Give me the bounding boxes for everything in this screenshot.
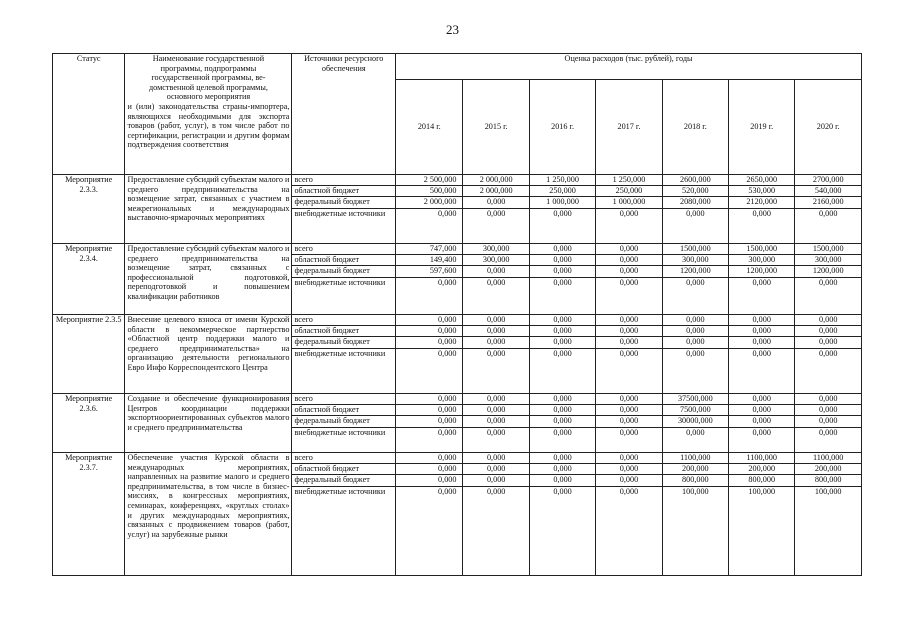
value: 0,000 bbox=[530, 475, 595, 486]
source-label: областной бюджет bbox=[292, 326, 395, 337]
value: 0,000 bbox=[438, 208, 457, 218]
source-label: всего bbox=[292, 315, 395, 326]
value: 597,600 bbox=[396, 266, 462, 277]
measure-name: Предоставление субсидий субъектам малого и среднего предпринимательства на возмещение затрат, связанных с участием в межрегиональных и международных выставочно-ярмарочных мероприятиях bbox=[125, 175, 292, 244]
value: 747,000 bbox=[396, 244, 462, 255]
value: 0,000 bbox=[686, 277, 705, 287]
value-cell bbox=[795, 394, 862, 453]
value: 0,000 bbox=[596, 416, 661, 427]
header-name-line: государственной программы, ве- bbox=[151, 73, 266, 83]
value: 0,000 bbox=[553, 208, 572, 218]
value: 0,000 bbox=[819, 277, 838, 287]
sources-cell bbox=[292, 453, 396, 576]
value: 0,000 bbox=[463, 416, 528, 427]
value: 0,000 bbox=[596, 394, 661, 405]
value: 0,000 bbox=[619, 486, 639, 496]
value: 2 000,000 bbox=[463, 186, 528, 197]
value: 1500,000 bbox=[729, 244, 794, 255]
value-cell bbox=[396, 453, 463, 576]
value: 2600,000 bbox=[663, 175, 728, 186]
value-cell bbox=[396, 394, 463, 453]
value: 0,000 bbox=[795, 337, 861, 348]
value: 0,000 bbox=[486, 277, 506, 287]
value: 0,000 bbox=[530, 326, 595, 337]
value: 0,000 bbox=[819, 208, 838, 218]
source-label: федеральный бюджет bbox=[292, 475, 395, 486]
value: 0,000 bbox=[530, 315, 595, 326]
measure-row bbox=[53, 453, 862, 576]
value: 800,000 bbox=[663, 475, 728, 486]
value: 0,000 bbox=[438, 277, 457, 287]
value: 0,000 bbox=[530, 416, 595, 427]
value: 0,000 bbox=[752, 348, 771, 358]
value: 7500,000 bbox=[663, 405, 728, 416]
value: 250,000 bbox=[530, 186, 595, 197]
measure-status: Мероприятие 2.3.7. bbox=[53, 453, 125, 576]
value-cell bbox=[529, 244, 595, 315]
value: 1500,000 bbox=[795, 244, 861, 255]
value: 250,000 bbox=[596, 186, 661, 197]
value: 2 000,000 bbox=[396, 197, 462, 208]
value-cell bbox=[596, 175, 662, 244]
value: 0,000 bbox=[729, 326, 794, 337]
value: 0,000 bbox=[438, 348, 457, 358]
value: 0,000 bbox=[752, 277, 771, 287]
measure-name: Предоставление субсидий субъектам малого и среднего предпринимательства на возмещение затрат, связанных с профессиональной подготовкой, переподготовкой и повышением квалификации работников bbox=[125, 244, 292, 315]
value: 0,000 bbox=[438, 427, 457, 437]
value: 1200,000 bbox=[729, 266, 794, 277]
value: 0,000 bbox=[795, 416, 861, 427]
source-label: внебюджетные источники bbox=[294, 277, 386, 287]
value: 0,000 bbox=[795, 405, 861, 416]
value: 0,000 bbox=[619, 208, 639, 218]
value: 0,000 bbox=[795, 394, 861, 405]
source-label: всего bbox=[292, 453, 395, 464]
header-name-line: Наименование государственной bbox=[152, 54, 265, 63]
value: 300,000 bbox=[663, 255, 728, 266]
value: 0,000 bbox=[596, 244, 661, 255]
value: 300,000 bbox=[729, 255, 794, 266]
value-cell bbox=[795, 175, 862, 244]
year-2019: 2019 г. bbox=[729, 79, 795, 174]
measure-row bbox=[53, 175, 862, 244]
header-estimate: Оценка расходов (тыс. рублей), годы bbox=[396, 54, 862, 80]
budget-table bbox=[52, 53, 862, 576]
value-cell bbox=[596, 315, 662, 394]
value: 0,000 bbox=[596, 337, 661, 348]
value: 800,000 bbox=[795, 475, 861, 486]
value: 530,000 bbox=[729, 186, 794, 197]
value-cell bbox=[729, 394, 795, 453]
value: 0,000 bbox=[463, 464, 528, 475]
value: 1100,000 bbox=[795, 453, 861, 464]
header-row bbox=[53, 54, 862, 80]
value: 0,000 bbox=[530, 405, 595, 416]
value: 0,000 bbox=[396, 315, 462, 326]
value: 1 250,000 bbox=[596, 175, 661, 186]
value: 0,000 bbox=[396, 464, 462, 475]
value: 0,000 bbox=[396, 475, 462, 486]
value: 0,000 bbox=[663, 337, 728, 348]
value-cell bbox=[662, 315, 728, 394]
value: 37500,000 bbox=[663, 394, 728, 405]
value: 1100,000 bbox=[729, 453, 794, 464]
value: 0,000 bbox=[463, 475, 528, 486]
measure-status: Мероприятие 2.3.6. bbox=[53, 394, 125, 453]
value: 1200,000 bbox=[795, 266, 861, 277]
source-label: всего bbox=[292, 394, 395, 405]
value: 0,000 bbox=[396, 326, 462, 337]
value: 0,000 bbox=[596, 315, 661, 326]
measure-row bbox=[53, 315, 862, 394]
value: 0,000 bbox=[729, 315, 794, 326]
value-cell bbox=[529, 394, 595, 453]
value-cell bbox=[529, 175, 595, 244]
value: 1500,000 bbox=[663, 244, 728, 255]
sources-cell bbox=[292, 244, 396, 315]
header-name-continuation: и (или) законодательства страны-импортера, являющихся необходимыми для экспорта товаров (работ, услуг), в том числе работ по сертификации, регистрации и другим формам подтверждения соответствия bbox=[127, 101, 290, 150]
value: 200,000 bbox=[795, 464, 861, 475]
header-name-line: программы, подпрограммы bbox=[160, 63, 257, 73]
value: 0,000 bbox=[486, 208, 506, 218]
measure-status: Мероприятие 2.3.4. bbox=[53, 244, 125, 315]
value: 0,000 bbox=[530, 255, 595, 266]
header-name bbox=[125, 54, 292, 175]
measure-status: Мероприятие 2.3.3. bbox=[53, 175, 125, 244]
source-label: всего bbox=[292, 175, 395, 186]
value: 0,000 bbox=[596, 326, 661, 337]
value: 0,000 bbox=[396, 453, 462, 464]
page-number: 23 bbox=[446, 22, 459, 37]
value: 1 250,000 bbox=[530, 175, 595, 186]
value: 2080,000 bbox=[663, 197, 728, 208]
value: 2 500,000 bbox=[396, 175, 462, 186]
value: 0,000 bbox=[396, 416, 462, 427]
year-2018: 2018 г. bbox=[662, 79, 728, 174]
header-name-line: домственной целевой программы, bbox=[149, 82, 268, 92]
value: 2650,000 bbox=[729, 175, 794, 186]
value: 0,000 bbox=[729, 337, 794, 348]
value: 0,000 bbox=[553, 348, 572, 358]
value: 0,000 bbox=[463, 405, 528, 416]
value: 300,000 bbox=[463, 255, 528, 266]
source-label: областной бюджет bbox=[292, 186, 395, 197]
source-label: внебюджетные источники bbox=[294, 348, 386, 358]
value-cell bbox=[729, 175, 795, 244]
value-cell bbox=[529, 453, 595, 576]
value: 0,000 bbox=[463, 394, 528, 405]
header-sources: Источники ресурсного обеспечения bbox=[292, 54, 396, 175]
value: 0,000 bbox=[686, 208, 705, 218]
value-cell bbox=[396, 315, 463, 394]
measure-name: Внесение целевого взноса от имени Курской области в некоммерческое партнерство «Областной центр поддержки малого и среднего предпринимательства» на организацию деятельности регионального Евро Инфо Корреспондентского Центра bbox=[125, 315, 292, 394]
source-label: внебюджетные источники bbox=[294, 486, 386, 496]
value-cell bbox=[662, 244, 728, 315]
header-status: Статус bbox=[53, 54, 125, 175]
value: 0,000 bbox=[463, 326, 528, 337]
value: 540,000 bbox=[795, 186, 861, 197]
value: 0,000 bbox=[438, 486, 457, 496]
value: 0,000 bbox=[795, 326, 861, 337]
value: 1200,000 bbox=[663, 266, 728, 277]
value: 0,000 bbox=[686, 348, 705, 358]
value: 0,000 bbox=[553, 486, 572, 496]
measure-row bbox=[53, 244, 862, 315]
value: 0,000 bbox=[752, 208, 771, 218]
value: 0,000 bbox=[596, 405, 661, 416]
source-label: федеральный бюджет bbox=[292, 416, 395, 427]
value: 0,000 bbox=[530, 266, 595, 277]
value: 0,000 bbox=[486, 486, 506, 496]
value: 0,000 bbox=[396, 394, 462, 405]
value: 1100,000 bbox=[663, 453, 728, 464]
value: 0,000 bbox=[463, 453, 528, 464]
value: 100,000 bbox=[682, 486, 709, 496]
value: 0,000 bbox=[486, 427, 506, 437]
year-2014: 2014 г. bbox=[396, 79, 463, 174]
value-cell bbox=[795, 244, 862, 315]
value: 100,000 bbox=[814, 486, 842, 496]
value: 0,000 bbox=[486, 348, 506, 358]
value: 0,000 bbox=[596, 453, 661, 464]
value: 2120,000 bbox=[729, 197, 794, 208]
value: 0,000 bbox=[463, 197, 528, 208]
value: 0,000 bbox=[396, 405, 462, 416]
sources-cell bbox=[292, 315, 396, 394]
value-cell bbox=[729, 315, 795, 394]
source-label: областной бюджет bbox=[292, 255, 395, 266]
sources-cell bbox=[292, 175, 396, 244]
value-cell bbox=[596, 453, 662, 576]
value: 0,000 bbox=[686, 427, 705, 437]
value-cell bbox=[795, 453, 862, 576]
value: 500,000 bbox=[396, 186, 462, 197]
value: 520,000 bbox=[663, 186, 728, 197]
value: 800,000 bbox=[729, 475, 794, 486]
value: 0,000 bbox=[795, 315, 861, 326]
value: 2160,000 bbox=[795, 197, 861, 208]
value: 0,000 bbox=[530, 453, 595, 464]
source-label: областной бюджет bbox=[292, 405, 395, 416]
value-cell bbox=[463, 394, 529, 453]
value: 0,000 bbox=[729, 405, 794, 416]
source-label: внебюджетные источники bbox=[294, 208, 386, 218]
value-cell bbox=[463, 175, 529, 244]
value: 0,000 bbox=[553, 277, 572, 287]
value: 0,000 bbox=[596, 266, 661, 277]
value: 149,400 bbox=[396, 255, 462, 266]
value-cell bbox=[729, 453, 795, 576]
value: 0,000 bbox=[530, 394, 595, 405]
value-cell bbox=[529, 315, 595, 394]
year-2017: 2017 г. bbox=[596, 79, 662, 174]
value: 0,000 bbox=[619, 277, 639, 287]
value: 0,000 bbox=[463, 337, 528, 348]
measure-name: Обеспечение участия Курской области в международных мероприятиях, направленных на развитие малого и среднего предпринимательства, в том числе в бизнес-миссиях, в конгрессных мероприятиях, семинарах, конференциях, «круглых столах» и других международных мероприятиях, связанных с продвижением товаров (работ, услуг) на зарубежные рынки bbox=[125, 453, 292, 576]
value-cell bbox=[396, 244, 463, 315]
source-label: всего bbox=[292, 244, 395, 255]
value: 0,000 bbox=[596, 475, 661, 486]
value: 0,000 bbox=[729, 394, 794, 405]
value: 1 000,000 bbox=[530, 197, 595, 208]
value-cell bbox=[596, 394, 662, 453]
value: 0,000 bbox=[819, 348, 838, 358]
value: 0,000 bbox=[396, 337, 462, 348]
value: 2 000,000 bbox=[463, 175, 528, 186]
source-label: федеральный бюджет bbox=[292, 337, 395, 348]
source-label: внебюджетные источники bbox=[294, 427, 386, 437]
header-name-line: основного мероприятия bbox=[166, 92, 251, 102]
value: 0,000 bbox=[663, 315, 728, 326]
value: 0,000 bbox=[619, 348, 639, 358]
value: 200,000 bbox=[663, 464, 728, 475]
value: 0,000 bbox=[463, 266, 528, 277]
year-2016: 2016 г. bbox=[529, 79, 595, 174]
value: 300,000 bbox=[795, 255, 861, 266]
value: 30000,000 bbox=[663, 416, 728, 427]
value: 0,000 bbox=[553, 427, 572, 437]
source-label: областной бюджет bbox=[292, 464, 395, 475]
sources-cell bbox=[292, 394, 396, 453]
value: 0,000 bbox=[663, 326, 728, 337]
value-cell bbox=[662, 453, 728, 576]
value-cell bbox=[662, 394, 728, 453]
value-cell bbox=[662, 175, 728, 244]
value: 300,000 bbox=[463, 244, 528, 255]
value-cell bbox=[463, 315, 529, 394]
value-cell bbox=[396, 175, 463, 244]
source-label: федеральный бюджет bbox=[292, 197, 395, 208]
year-2015: 2015 г. bbox=[463, 79, 529, 174]
value: 0,000 bbox=[619, 427, 639, 437]
value: 100,000 bbox=[748, 486, 776, 496]
value: 0,000 bbox=[530, 244, 595, 255]
value-cell bbox=[463, 453, 529, 576]
value: 2700,000 bbox=[795, 175, 861, 186]
value: 0,000 bbox=[596, 255, 661, 266]
measure-name: Создание и обеспечение функционирования Центров координации поддержки экспортноориентированных субъектов малого и среднего предпринимательства bbox=[125, 394, 292, 453]
value: 0,000 bbox=[530, 464, 595, 475]
value-cell bbox=[729, 244, 795, 315]
value: 0,000 bbox=[463, 315, 528, 326]
value: 0,000 bbox=[596, 464, 661, 475]
value: 0,000 bbox=[752, 427, 771, 437]
measure-status: Мероприятие 2.3.5 bbox=[53, 315, 125, 394]
value: 0,000 bbox=[729, 416, 794, 427]
value: 0,000 bbox=[530, 337, 595, 348]
value: 0,000 bbox=[819, 427, 838, 437]
measure-row bbox=[53, 394, 862, 453]
value: 200,000 bbox=[729, 464, 794, 475]
value-cell bbox=[596, 244, 662, 315]
value: 1 000,000 bbox=[596, 197, 661, 208]
year-2020: 2020 г. bbox=[795, 79, 862, 174]
source-label: федеральный бюджет bbox=[292, 266, 395, 277]
value-cell bbox=[463, 244, 529, 315]
value-cell bbox=[795, 315, 862, 394]
